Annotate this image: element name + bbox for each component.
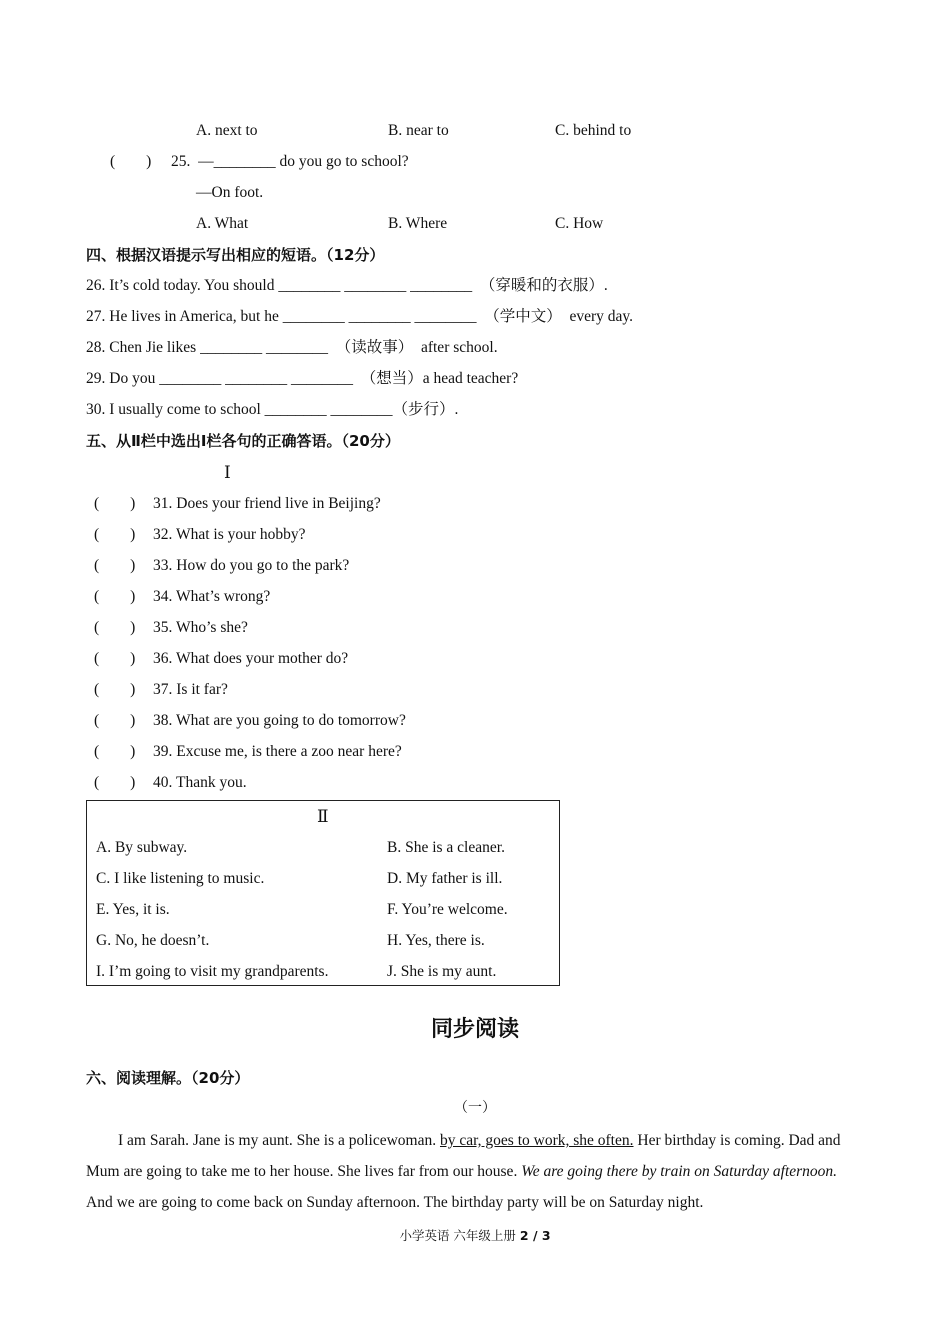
column-2-label: Ⅱ (317, 807, 329, 826)
answer-paren: ( ) (94, 495, 136, 512)
answer-paren: ( ) (94, 619, 136, 636)
passage-text-3: And we are going to come back on Sunday afternoon. The birthday party will be on Saturday night. (86, 1194, 704, 1211)
passage-number: （一） (454, 1101, 496, 1116)
answer-paren: ( ) (94, 557, 136, 574)
question-30: 30. I usually come to school ________ ________（步行）. (86, 401, 459, 418)
q25-option-b: B. Where (388, 215, 448, 232)
answer-d: D. My father is ill. (387, 870, 503, 887)
answer-e: E. Yes, it is. (96, 901, 170, 918)
answer-choices-box (86, 800, 560, 986)
answer-b: B. She is a cleaner. (387, 839, 505, 856)
matching-question: 32. What is your hobby? (153, 526, 306, 543)
matching-question: 36. What does your mother do? (153, 650, 349, 667)
matching-question: 37. Is it far? (153, 681, 228, 698)
answer-paren: ( ) (94, 681, 136, 698)
answer-f: F. You’re welcome. (387, 901, 508, 918)
reading-title: 同步阅读 (430, 1017, 519, 1042)
answer-paren: ( ) (94, 774, 136, 791)
page-footer (0, 1226, 950, 1244)
matching-question: 35. Who’s she? (153, 619, 248, 636)
passage-text-1: I am Sarah. Jane is my aunt. She is a policewoman. (118, 1132, 440, 1149)
answer-paren: ( ) (94, 743, 136, 760)
footer-text: 小学英语 六年级上册 (399, 1228, 520, 1243)
answer-c: C. I like listening to music. (96, 870, 265, 887)
question-28: 28. Chen Jie likes ________ ________ （读故事） after school. (86, 339, 498, 356)
q24-option-b: B. near to (388, 122, 449, 139)
answer-h: H. Yes, there is. (387, 932, 485, 949)
page-number: 2 / 3 (519, 1228, 551, 1243)
matching-question: 40. Thank you. (153, 774, 247, 791)
passage-text-2: Her birthday is coming. Dad and Mum are going to take me to her house. She lives far from our house. (86, 1132, 841, 1180)
section-5-heading: 五、从Ⅱ栏中选出Ⅰ栏各句的正确答语。（20分） (86, 432, 400, 450)
matching-question: 38. What are you going to do tomorrow? (153, 712, 406, 729)
answer-a: A. By subway. (96, 839, 188, 856)
section-6-heading: 六、阅读理解。（20分） (86, 1069, 250, 1087)
section-4-heading: 四、根据汉语提示写出相应的短语。（12分） (86, 246, 385, 264)
q25-option-a: A. What (196, 215, 249, 232)
question-26: 26. It’s cold today. You should ________ ________ ________ （穿暖和的衣服）. (86, 277, 608, 294)
question-25-reply: —On foot. (196, 184, 264, 201)
column-1-label: Ⅰ (224, 463, 231, 482)
matching-question: 34. What’s wrong? (153, 588, 271, 605)
matching-question: 31. Does your friend live in Beijing? (153, 495, 381, 512)
answer-i: I. I’m going to visit my grandparents. (96, 963, 329, 980)
answer-g: G. No, he doesn’t. (96, 932, 210, 949)
italic-sentence: We are going there by train on Saturday afternoon. (521, 1163, 838, 1180)
answer-paren: ( ) (94, 712, 136, 729)
answer-paren-25: ( ) (110, 153, 152, 170)
answer-j: J. She is my aunt. (387, 963, 497, 980)
matching-question: 33. How do you go to the park? (153, 557, 350, 574)
q24-option-a: A. next to (196, 122, 258, 139)
answer-paren: ( ) (94, 588, 136, 605)
q25-option-c: C. How (555, 215, 604, 232)
scrambled-sentence: by car, goes to work, she often. (439, 1132, 634, 1149)
question-29: 29. Do you ________ ________ ________ （想当）a head teacher? (86, 370, 519, 387)
answer-paren: ( ) (94, 650, 136, 667)
question-27: 27. He lives in America, but he ________ ________ ________ （学中文） every day. (86, 308, 634, 325)
passage-paragraph (86, 1125, 866, 1218)
question-25: 25. —________ do you go to school? (171, 153, 409, 170)
answer-paren: ( ) (94, 526, 136, 543)
matching-question: 39. Excuse me, is there a zoo near here? (153, 743, 402, 760)
q24-option-c: C. behind to (555, 122, 632, 139)
